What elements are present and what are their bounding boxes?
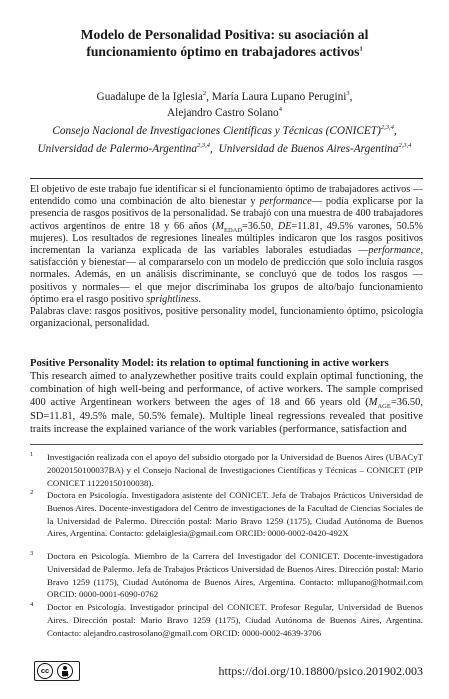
paper-title: Modelo de Personalidad Positiva: su asociación al funcionamiento óptimo en trabajadores activos$^1$ bbox=[80, 27, 369, 59]
author-name: Alejandro Castro Solano bbox=[167, 107, 279, 119]
footnote-2 bbox=[30, 489, 423, 540]
by-label: BY bbox=[62, 673, 69, 678]
footnote-text: Doctor en Psicología. Investigador principal del CONICET. Profesor Regular, Universidad de Buenos Aires. Dirección postal: Mario Bravo 1259 (1175), Ciudad Autónoma de Buenos Aires, Argentina. Contacto: alejandro.castrosolano@gmail.com ORCID: 0000-0002-4639-3706 bbox=[47, 602, 423, 638]
abstract-spanish bbox=[30, 184, 423, 330]
footnote-4 bbox=[30, 601, 423, 639]
author-name: María Laura Lupano Perugini bbox=[211, 91, 347, 103]
cc-icon: cc bbox=[37, 663, 53, 679]
footnote-text: Doctora en Psicología. Investigadora asistente del CONICET. Jefa de Trabajos Prácticos Universidad de Buenos Aires. Docente-investigadora del Centro de investigaciones de la Facultad de Ciencias Sociales de la Universidad de Palermo. Dirección postal: Mario Bravo 1259 (1175), Ciudad Autónoma de Buenos Aires, Argentina. Contacto: gdelaiglesia@gmail.com ORCID: 0000-0002-0420-492X bbox=[47, 490, 423, 539]
footnote-text: Doctora en Psicología. Miembro de la Carrera del Investigador del CONICET. Docente-investigadora Universidad de Palermo. Jefa de Trabajos Prácticos Universidad de Buenos Aires. Dirección postal: Mario Bravo 1259 (1175), Ciudad Autónoma de Buenos Aires, Argentina. Contacto: mllupano@hotmail.com ORCID: 0000-0001-6090-0762 bbox=[47, 551, 423, 600]
english-title: Positive Personality Model: its relation to optimal functioning in active workers bbox=[30, 358, 389, 369]
footnote-number: 2 bbox=[30, 489, 34, 496]
footnote-number: 1 bbox=[30, 451, 34, 458]
doi-link[interactable]: https://doi.org/10.18800/psico.201902.003 bbox=[218, 664, 423, 678]
footnote-divider bbox=[30, 444, 423, 445]
author-list: Guadalupe de la Iglesia$^2$, María Laura Lupano Perugini$^3$, Alejandro Castro Solano$^4$ bbox=[96, 90, 353, 119]
header-divider bbox=[30, 178, 423, 179]
title-footnote-marker: 1 bbox=[359, 45, 363, 53]
footnote-number: 3 bbox=[30, 550, 34, 557]
author-name: Guadalupe de la Iglesia bbox=[96, 91, 203, 103]
affiliations: Consejo Nacional de Investigaciones Científicas y Técnicas (CONICET)$^{2,3,4}$, Universidad de Palermo-Argentina$^{2,3,4}$, Universidad de Buenos Aires-Argentina$^{2,3,4}$ bbox=[37, 124, 412, 155]
creative-commons-badge[interactable] bbox=[34, 661, 80, 681]
keywords: Palabras clave: rasgos positivos, positive personality model, funcionamiento óptimo, psicología organizacional, personalidad. bbox=[30, 306, 423, 330]
footnote-3 bbox=[30, 550, 423, 601]
abstract-english: This research aimed to analyzewhether positive traits could explain optimal functioning, the combination of high well-being and performance, of active workers. The sample comprised 400 active Argentinean workers between the ages of 18 and 66 years old ($M_{AGE}=36.50$, SD=11.81, 49.5% male, 50.5% female). Multiple lineal regressions revealed that positive traits increase the explained variance of the work variables (performance, satisfaction and bbox=[30, 371, 423, 435]
footnote-1 bbox=[30, 451, 423, 489]
footnote-number: 4 bbox=[30, 601, 34, 608]
abstract-body: El objetivo de este trabajo fue identificar si el funcionamiento óptimo de trabajadores activos —entendido como una combinación de alto bienestar y performance— podía explicarse por la presencia de rasgos positivos de la personalidad. Se trabajó con una muestra de 400 trabajadores activos argentinos de entre 18 y 66 años ($M_{EDAD}=36.50$, DE=11.81, 49.5% varones, 50.5% mujeres). Los resultados de regresiones lineales múltiples indicaron que los rasgos positivos incrementan la varianza explicada de las variables laborales estudiadas —performance, satisfacción y bienestar— al compararselo con un modelo de predicción que solo incluía rasgos normales. Además, en un análisis discriminante, se concluyó que de todos los rasgos —positivos y normales— el que mejor discriminaba los grupos de alto/bajo funcionamiento óptimo era el rasgo positivo sprightliness. bbox=[30, 184, 424, 305]
footnote-text: Investigación realizada con el apoyo del subsidio otorgado por la Universidad de Buenos Aires (UBACyT 20020150100037BA) y el Consejo Nacional de Investigaciones Científicas y Técnicas – CONICET (PIP CONICET 11220150100038). bbox=[47, 452, 423, 488]
